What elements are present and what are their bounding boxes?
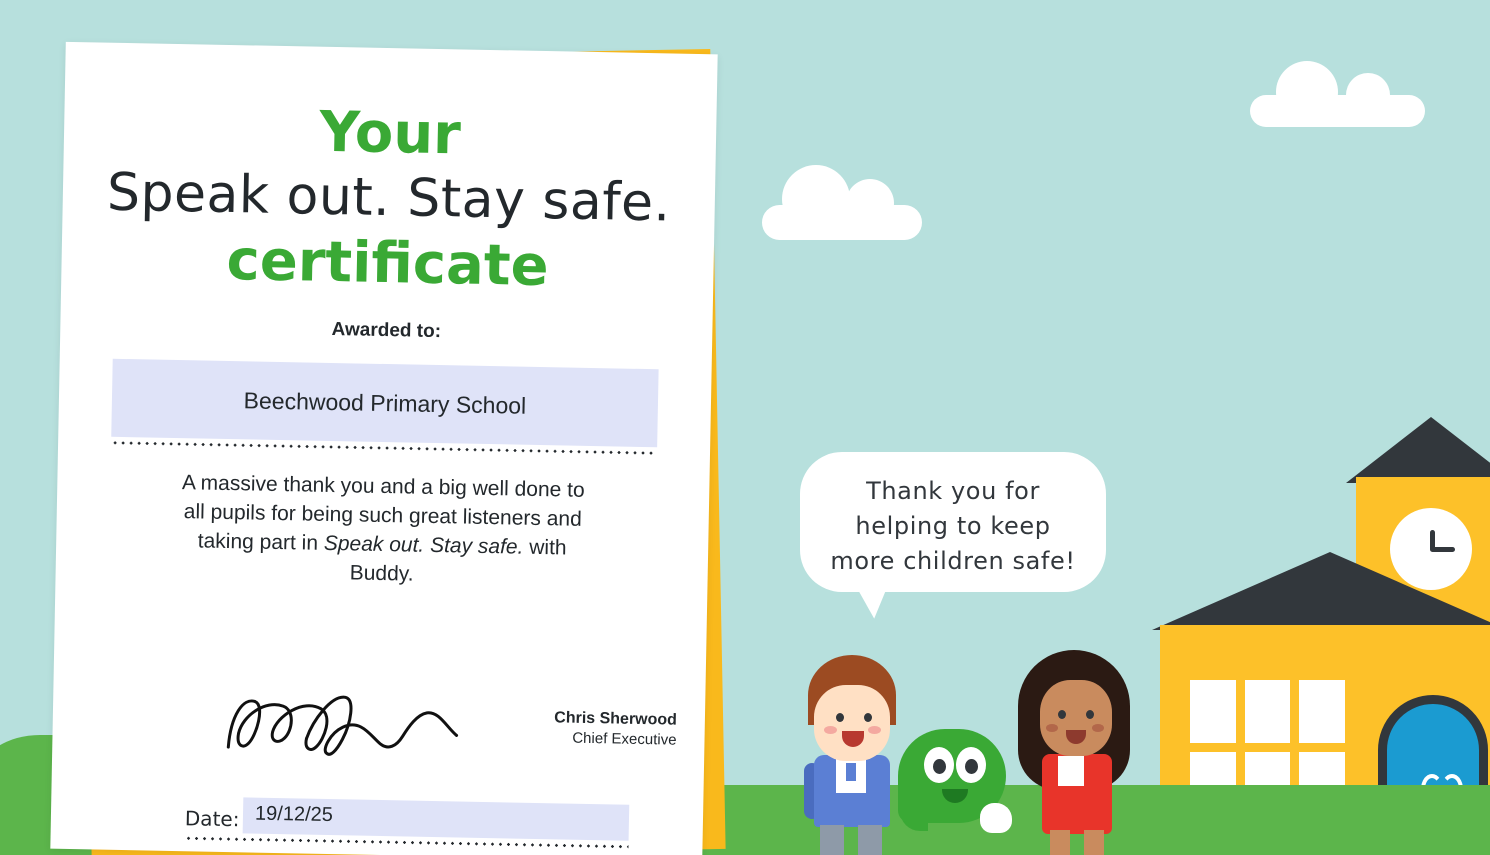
buddy-eye bbox=[956, 747, 986, 783]
eye-shape bbox=[1058, 710, 1066, 719]
certificate-title-line-2: Speak out. Stay safe. bbox=[106, 162, 672, 234]
signatory-role: Chief Executive bbox=[572, 729, 677, 749]
date-label: Date: bbox=[184, 806, 240, 832]
cloud-icon bbox=[1250, 95, 1425, 127]
speech-bubble-line-2: helping to keep bbox=[855, 512, 1051, 540]
girl-legs-shape bbox=[1048, 830, 1110, 855]
mouth-shape bbox=[842, 731, 864, 747]
awarded-to-label: Awarded to: bbox=[331, 318, 442, 343]
boy-face-shape bbox=[814, 685, 890, 761]
signature-row bbox=[80, 682, 678, 793]
certificate-blurb bbox=[171, 468, 593, 592]
cloud-icon bbox=[762, 205, 922, 240]
window-pane bbox=[1245, 680, 1291, 743]
date-field[interactable] bbox=[243, 797, 630, 840]
speech-bubble-text bbox=[800, 474, 1106, 579]
pupil-shape bbox=[965, 759, 978, 774]
certificate-card bbox=[50, 42, 717, 855]
window-pane bbox=[1299, 680, 1345, 743]
eye-shape bbox=[836, 713, 844, 722]
certificate-title-line-3: certificate bbox=[226, 227, 550, 300]
certificate-title-line-1: Your bbox=[318, 99, 462, 168]
window-pane bbox=[1190, 680, 1236, 743]
school-roof-shape bbox=[1152, 552, 1490, 630]
speech-bubble-line-1: Thank you for bbox=[866, 477, 1040, 505]
blurb-text-italic: Speak out. Stay safe. bbox=[323, 531, 524, 559]
buddy-mouth-shape bbox=[942, 789, 968, 803]
eye-shape bbox=[864, 713, 872, 722]
speech-bubble bbox=[800, 452, 1106, 592]
cheek-shape bbox=[1092, 724, 1104, 732]
girl-shirt-shape bbox=[1058, 756, 1084, 786]
girl-character bbox=[1008, 650, 1148, 855]
speech-bubble-line-3: more children safe! bbox=[830, 547, 1076, 575]
recipient-name-field[interactable] bbox=[111, 359, 658, 447]
signature-graphic bbox=[220, 685, 481, 770]
mouth-shape bbox=[1066, 730, 1086, 744]
boy-legs-shape bbox=[818, 825, 886, 855]
characters-illustration bbox=[780, 625, 1160, 855]
eye-shape bbox=[1086, 710, 1094, 719]
date-value[interactable]: 19/12/25 bbox=[254, 802, 334, 827]
pupil-shape bbox=[933, 759, 946, 774]
cheek-shape bbox=[824, 726, 837, 734]
buddy-eye bbox=[924, 747, 954, 783]
blurb-text-part-1: A massive thank you and a big well done to all pupils for being such great listeners and taking part in bbox=[181, 471, 585, 555]
tower-roof-shape bbox=[1346, 417, 1490, 483]
signatory-name: Chris Sherwood bbox=[554, 709, 678, 729]
school-building-illustration bbox=[1160, 375, 1490, 855]
recipient-name-value[interactable]: Beechwood Primary School bbox=[243, 387, 527, 419]
blurb-text-part-2: with Buddy. bbox=[349, 535, 567, 586]
boy-tie-shape bbox=[846, 763, 856, 781]
girl-face-shape bbox=[1040, 680, 1112, 756]
cheek-shape bbox=[1046, 724, 1058, 732]
buddy-mascot bbox=[898, 729, 1018, 849]
cheek-shape bbox=[868, 726, 881, 734]
